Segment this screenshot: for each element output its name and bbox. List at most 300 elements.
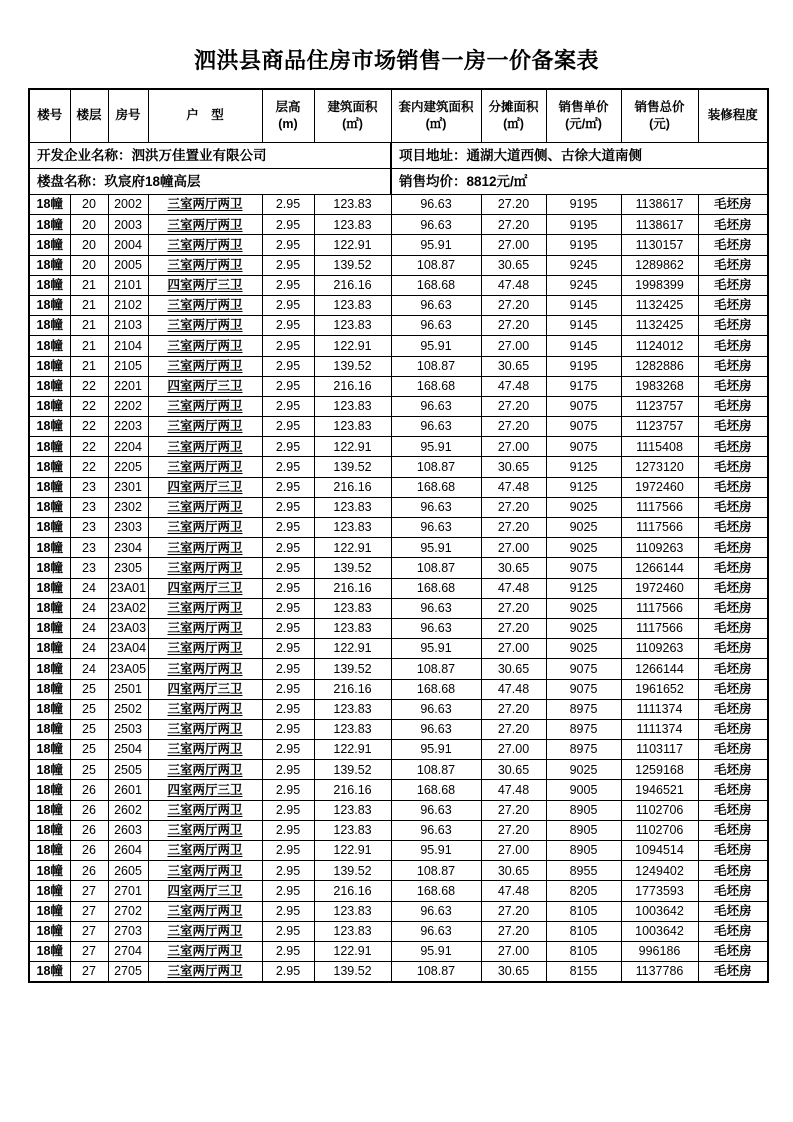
cell-total-price: 1282886 xyxy=(621,356,698,376)
cell-shared-area: 27.20 xyxy=(481,497,546,517)
cell-shared-area: 27.20 xyxy=(481,518,546,538)
cell-storey-height: 2.95 xyxy=(262,316,314,336)
cell-gross-area: 122.91 xyxy=(314,740,391,760)
table-row xyxy=(29,538,768,558)
cell-gross-area: 139.52 xyxy=(314,962,391,983)
cell-shared-area: 47.48 xyxy=(481,679,546,699)
col-shared-area-unit: (㎡) xyxy=(503,117,524,131)
cell-storey-height: 2.95 xyxy=(262,699,314,719)
cell-building: 18幢 xyxy=(29,538,70,558)
cell-unit-price: 9025 xyxy=(546,518,621,538)
cell-decoration: 毛坯房 xyxy=(698,316,768,336)
cell-storey-height: 2.95 xyxy=(262,921,314,941)
cell-decoration: 毛坯房 xyxy=(698,336,768,356)
cell-shared-area: 27.20 xyxy=(481,800,546,820)
cell-room: 2104 xyxy=(108,336,148,356)
cell-building: 18幢 xyxy=(29,901,70,921)
cell-decoration: 毛坯房 xyxy=(698,538,768,558)
cell-building: 18幢 xyxy=(29,215,70,235)
cell-unit-price: 8975 xyxy=(546,740,621,760)
cell-decoration: 毛坯房 xyxy=(698,396,768,416)
table-header xyxy=(29,89,768,143)
col-storey-height xyxy=(262,89,314,143)
cell-decoration: 毛坯房 xyxy=(698,962,768,983)
cell-decoration: 毛坯房 xyxy=(698,437,768,457)
cell-floor: 21 xyxy=(70,336,108,356)
cell-total-price: 1983268 xyxy=(621,376,698,396)
cell-room: 2203 xyxy=(108,417,148,437)
cell-shared-area: 27.20 xyxy=(481,699,546,719)
cell-total-price: 1266144 xyxy=(621,659,698,679)
cell-inner-area: 96.63 xyxy=(391,215,481,235)
cell-shared-area: 27.00 xyxy=(481,639,546,659)
cell-inner-area: 95.91 xyxy=(391,639,481,659)
cell-gross-area: 123.83 xyxy=(314,518,391,538)
cell-total-price: 1003642 xyxy=(621,901,698,921)
cell-floor: 24 xyxy=(70,659,108,679)
cell-building: 18幢 xyxy=(29,740,70,760)
table-row xyxy=(29,518,768,538)
cell-room: 2201 xyxy=(108,376,148,396)
cell-building: 18幢 xyxy=(29,316,70,336)
cell-floor: 26 xyxy=(70,820,108,840)
cell-storey-height: 2.95 xyxy=(262,295,314,315)
cell-total-price: 1109263 xyxy=(621,639,698,659)
cell-floor: 26 xyxy=(70,800,108,820)
cell-storey-height: 2.95 xyxy=(262,396,314,416)
cell-total-price: 1273120 xyxy=(621,457,698,477)
cell-storey-height: 2.95 xyxy=(262,275,314,295)
cell-storey-height: 2.95 xyxy=(262,538,314,558)
cell-room: 2305 xyxy=(108,558,148,578)
cell-decoration: 毛坯房 xyxy=(698,558,768,578)
cell-gross-area: 216.16 xyxy=(314,275,391,295)
cell-storey-height: 2.95 xyxy=(262,255,314,275)
table-row xyxy=(29,417,768,437)
cell-floor: 27 xyxy=(70,962,108,983)
cell-unit-type: 三室两厅两卫 xyxy=(148,618,262,638)
cell-building: 18幢 xyxy=(29,659,70,679)
cell-floor: 27 xyxy=(70,921,108,941)
cell-room: 2304 xyxy=(108,538,148,558)
cell-room: 2701 xyxy=(108,881,148,901)
cell-gross-area: 139.52 xyxy=(314,760,391,780)
cell-room: 2702 xyxy=(108,901,148,921)
table-row xyxy=(29,558,768,578)
cell-room: 2603 xyxy=(108,820,148,840)
cell-gross-area: 123.83 xyxy=(314,598,391,618)
cell-floor: 21 xyxy=(70,356,108,376)
cell-shared-area: 27.20 xyxy=(481,598,546,618)
cell-building: 18幢 xyxy=(29,578,70,598)
cell-total-price: 1123757 xyxy=(621,417,698,437)
cell-unit-price: 9125 xyxy=(546,477,621,497)
cell-decoration: 毛坯房 xyxy=(698,598,768,618)
cell-gross-area: 123.83 xyxy=(314,719,391,739)
cell-decoration: 毛坯房 xyxy=(698,659,768,679)
table-row xyxy=(29,841,768,861)
table-row xyxy=(29,639,768,659)
cell-unit-type: 四室两厅三卫 xyxy=(148,275,262,295)
cell-floor: 27 xyxy=(70,941,108,961)
cell-unit-price: 8105 xyxy=(546,901,621,921)
cell-floor: 24 xyxy=(70,639,108,659)
cell-unit-type: 四室两厅三卫 xyxy=(148,780,262,800)
cell-storey-height: 2.95 xyxy=(262,518,314,538)
col-inner-area xyxy=(391,89,481,143)
cell-total-price: 1289862 xyxy=(621,255,698,275)
cell-unit-type: 四室两厅三卫 xyxy=(148,578,262,598)
cell-unit-type: 三室两厅两卫 xyxy=(148,417,262,437)
info-row-1 xyxy=(29,143,768,169)
cell-unit-price: 9125 xyxy=(546,457,621,477)
cell-unit-type: 三室两厅两卫 xyxy=(148,740,262,760)
cell-decoration: 毛坯房 xyxy=(698,618,768,638)
cell-unit-price: 9025 xyxy=(546,618,621,638)
cell-floor: 20 xyxy=(70,235,108,255)
cell-unit-type: 三室两厅两卫 xyxy=(148,659,262,679)
cell-storey-height: 2.95 xyxy=(262,780,314,800)
cell-inner-area: 95.91 xyxy=(391,740,481,760)
table-row xyxy=(29,719,768,739)
table-row xyxy=(29,336,768,356)
cell-decoration: 毛坯房 xyxy=(698,376,768,396)
cell-shared-area: 30.65 xyxy=(481,255,546,275)
cell-gross-area: 123.83 xyxy=(314,396,391,416)
cell-storey-height: 2.95 xyxy=(262,578,314,598)
col-shared-area xyxy=(481,89,546,143)
cell-decoration: 毛坯房 xyxy=(698,235,768,255)
cell-storey-height: 2.95 xyxy=(262,740,314,760)
cell-unit-type: 三室两厅两卫 xyxy=(148,336,262,356)
cell-decoration: 毛坯房 xyxy=(698,719,768,739)
cell-shared-area: 30.65 xyxy=(481,760,546,780)
cell-floor: 26 xyxy=(70,861,108,881)
cell-building: 18幢 xyxy=(29,941,70,961)
cell-unit-type: 三室两厅两卫 xyxy=(148,518,262,538)
cell-inner-area: 108.87 xyxy=(391,457,481,477)
cell-inner-area: 108.87 xyxy=(391,861,481,881)
cell-decoration: 毛坯房 xyxy=(698,356,768,376)
cell-room: 2204 xyxy=(108,437,148,457)
col-unit-type-label: 户 型 xyxy=(186,108,224,123)
cell-decoration: 毛坯房 xyxy=(698,518,768,538)
cell-building: 18幢 xyxy=(29,437,70,457)
cell-decoration: 毛坯房 xyxy=(698,901,768,921)
cell-storey-height: 2.95 xyxy=(262,598,314,618)
table-row xyxy=(29,477,768,497)
cell-shared-area: 47.48 xyxy=(481,275,546,295)
cell-unit-type: 四室两厅三卫 xyxy=(148,679,262,699)
cell-gross-area: 123.83 xyxy=(314,800,391,820)
cell-inner-area: 168.68 xyxy=(391,275,481,295)
cell-building: 18幢 xyxy=(29,356,70,376)
cell-unit-price: 8975 xyxy=(546,699,621,719)
cell-unit-type: 三室两厅两卫 xyxy=(148,497,262,517)
cell-gross-area: 216.16 xyxy=(314,679,391,699)
col-total-price-label: 销售总价 xyxy=(634,99,685,114)
col-room-label: 房号 xyxy=(115,108,141,123)
cell-storey-height: 2.95 xyxy=(262,558,314,578)
cell-total-price: 1003642 xyxy=(621,921,698,941)
cell-room: 2602 xyxy=(108,800,148,820)
cell-inner-area: 168.68 xyxy=(391,376,481,396)
table-row xyxy=(29,215,768,235)
table-body xyxy=(29,195,768,983)
cell-shared-area: 30.65 xyxy=(481,356,546,376)
cell-inner-area: 108.87 xyxy=(391,659,481,679)
average-price: 销售均价：8812元/㎡ xyxy=(391,169,768,195)
cell-storey-height: 2.95 xyxy=(262,679,314,699)
cell-room: 2505 xyxy=(108,760,148,780)
col-storey-height-label: 层高 xyxy=(275,99,301,114)
cell-building: 18幢 xyxy=(29,518,70,538)
cell-gross-area: 139.52 xyxy=(314,255,391,275)
cell-storey-height: 2.95 xyxy=(262,336,314,356)
cell-decoration: 毛坯房 xyxy=(698,800,768,820)
cell-total-price: 996186 xyxy=(621,941,698,961)
cell-building: 18幢 xyxy=(29,820,70,840)
cell-shared-area: 27.20 xyxy=(481,719,546,739)
cell-decoration: 毛坯房 xyxy=(698,881,768,901)
cell-building: 18幢 xyxy=(29,275,70,295)
cell-floor: 24 xyxy=(70,598,108,618)
cell-gross-area: 122.91 xyxy=(314,941,391,961)
col-gross-area-unit: (㎡) xyxy=(342,117,363,131)
cell-unit-price: 9025 xyxy=(546,598,621,618)
cell-unit-type: 三室两厅两卫 xyxy=(148,396,262,416)
cell-shared-area: 27.20 xyxy=(481,215,546,235)
cell-shared-area: 27.20 xyxy=(481,195,546,215)
cell-storey-height: 2.95 xyxy=(262,820,314,840)
cell-unit-price: 9145 xyxy=(546,316,621,336)
cell-total-price: 1946521 xyxy=(621,780,698,800)
table-row xyxy=(29,618,768,638)
col-storey-height-unit: (m) xyxy=(278,117,298,131)
cell-building: 18幢 xyxy=(29,598,70,618)
cell-unit-price: 9195 xyxy=(546,235,621,255)
cell-unit-price: 9195 xyxy=(546,356,621,376)
cell-decoration: 毛坯房 xyxy=(698,417,768,437)
project-address: 项目地址：通湖大道西侧、古徐大道南侧 xyxy=(391,143,768,169)
cell-unit-type: 四室两厅三卫 xyxy=(148,376,262,396)
cell-building: 18幢 xyxy=(29,800,70,820)
cell-total-price: 1249402 xyxy=(621,861,698,881)
cell-unit-price: 8975 xyxy=(546,719,621,739)
cell-storey-height: 2.95 xyxy=(262,215,314,235)
cell-unit-type: 三室两厅两卫 xyxy=(148,437,262,457)
table-row xyxy=(29,699,768,719)
cell-inner-area: 96.63 xyxy=(391,820,481,840)
cell-decoration: 毛坯房 xyxy=(698,841,768,861)
cell-decoration: 毛坯房 xyxy=(698,639,768,659)
cell-room: 2102 xyxy=(108,295,148,315)
table-row xyxy=(29,195,768,215)
cell-unit-price: 9125 xyxy=(546,578,621,598)
cell-total-price: 1102706 xyxy=(621,800,698,820)
col-unit-type xyxy=(148,89,262,143)
cell-storey-height: 2.95 xyxy=(262,962,314,983)
cell-shared-area: 27.20 xyxy=(481,295,546,315)
col-gross-area xyxy=(314,89,391,143)
cell-unit-price: 9075 xyxy=(546,437,621,457)
cell-inner-area: 96.63 xyxy=(391,497,481,517)
cell-floor: 23 xyxy=(70,518,108,538)
cell-unit-price: 9025 xyxy=(546,538,621,558)
cell-unit-type: 三室两厅两卫 xyxy=(148,598,262,618)
cell-room: 23A05 xyxy=(108,659,148,679)
cell-decoration: 毛坯房 xyxy=(698,295,768,315)
cell-total-price: 1130157 xyxy=(621,235,698,255)
cell-inner-area: 95.91 xyxy=(391,437,481,457)
cell-inner-area: 96.63 xyxy=(391,921,481,941)
cell-decoration: 毛坯房 xyxy=(698,861,768,881)
cell-gross-area: 123.83 xyxy=(314,921,391,941)
cell-decoration: 毛坯房 xyxy=(698,195,768,215)
table-row xyxy=(29,356,768,376)
cell-gross-area: 139.52 xyxy=(314,659,391,679)
cell-total-price: 1132425 xyxy=(621,316,698,336)
cell-building: 18幢 xyxy=(29,679,70,699)
cell-room: 2504 xyxy=(108,740,148,760)
cell-floor: 22 xyxy=(70,437,108,457)
cell-total-price: 1972460 xyxy=(621,578,698,598)
cell-room: 2105 xyxy=(108,356,148,376)
cell-total-price: 1132425 xyxy=(621,295,698,315)
cell-gross-area: 122.91 xyxy=(314,841,391,861)
cell-gross-area: 123.83 xyxy=(314,295,391,315)
cell-inner-area: 168.68 xyxy=(391,881,481,901)
cell-inner-area: 168.68 xyxy=(391,578,481,598)
cell-storey-height: 2.95 xyxy=(262,901,314,921)
cell-floor: 23 xyxy=(70,538,108,558)
cell-inner-area: 95.91 xyxy=(391,841,481,861)
cell-room: 23A02 xyxy=(108,598,148,618)
cell-building: 18幢 xyxy=(29,719,70,739)
cell-building: 18幢 xyxy=(29,255,70,275)
cell-floor: 22 xyxy=(70,376,108,396)
cell-storey-height: 2.95 xyxy=(262,639,314,659)
cell-unit-type: 三室两厅两卫 xyxy=(148,861,262,881)
cell-unit-price: 9025 xyxy=(546,760,621,780)
property-name: 楼盘名称：玖宸府18幢高层 xyxy=(29,169,391,195)
cell-total-price: 1138617 xyxy=(621,215,698,235)
cell-inner-area: 108.87 xyxy=(391,356,481,376)
cell-gross-area: 123.83 xyxy=(314,195,391,215)
cell-gross-area: 123.83 xyxy=(314,497,391,517)
cell-shared-area: 47.48 xyxy=(481,578,546,598)
cell-room: 2705 xyxy=(108,962,148,983)
cell-unit-price: 9195 xyxy=(546,215,621,235)
cell-room: 2003 xyxy=(108,215,148,235)
cell-floor: 23 xyxy=(70,558,108,578)
cell-unit-price: 8905 xyxy=(546,841,621,861)
col-decoration xyxy=(698,89,768,143)
cell-floor: 25 xyxy=(70,760,108,780)
cell-gross-area: 122.91 xyxy=(314,235,391,255)
cell-gross-area: 123.83 xyxy=(314,618,391,638)
cell-decoration: 毛坯房 xyxy=(698,215,768,235)
cell-total-price: 1998399 xyxy=(621,275,698,295)
col-gross-area-label: 建筑面积 xyxy=(327,99,378,114)
developer-name: 开发企业名称：泗洪万佳置业有限公司 xyxy=(29,143,391,169)
cell-total-price: 1138617 xyxy=(621,195,698,215)
cell-inner-area: 95.91 xyxy=(391,235,481,255)
table-row xyxy=(29,659,768,679)
cell-gross-area: 216.16 xyxy=(314,578,391,598)
cell-decoration: 毛坯房 xyxy=(698,578,768,598)
cell-building: 18幢 xyxy=(29,295,70,315)
cell-unit-price: 8155 xyxy=(546,962,621,983)
cell-gross-area: 216.16 xyxy=(314,780,391,800)
cell-unit-price: 9175 xyxy=(546,376,621,396)
cell-decoration: 毛坯房 xyxy=(698,740,768,760)
cell-unit-type: 三室两厅两卫 xyxy=(148,195,262,215)
cell-decoration: 毛坯房 xyxy=(698,921,768,941)
cell-unit-price: 9195 xyxy=(546,195,621,215)
table-row xyxy=(29,881,768,901)
cell-storey-height: 2.95 xyxy=(262,841,314,861)
cell-storey-height: 2.95 xyxy=(262,861,314,881)
table-row xyxy=(29,396,768,416)
cell-room: 2704 xyxy=(108,941,148,961)
cell-unit-type: 三室两厅两卫 xyxy=(148,538,262,558)
cell-gross-area: 123.83 xyxy=(314,699,391,719)
cell-unit-price: 9245 xyxy=(546,275,621,295)
cell-shared-area: 30.65 xyxy=(481,861,546,881)
cell-room: 2205 xyxy=(108,457,148,477)
cell-unit-price: 8905 xyxy=(546,800,621,820)
table-row xyxy=(29,740,768,760)
cell-unit-type: 三室两厅两卫 xyxy=(148,719,262,739)
cell-shared-area: 30.65 xyxy=(481,558,546,578)
cell-storey-height: 2.95 xyxy=(262,881,314,901)
cell-floor: 25 xyxy=(70,679,108,699)
cell-floor: 24 xyxy=(70,578,108,598)
cell-gross-area: 123.83 xyxy=(314,820,391,840)
table-row xyxy=(29,962,768,983)
cell-unit-price: 9075 xyxy=(546,396,621,416)
cell-inner-area: 108.87 xyxy=(391,558,481,578)
cell-unit-price: 9005 xyxy=(546,780,621,800)
cell-unit-type: 三室两厅两卫 xyxy=(148,962,262,983)
cell-gross-area: 139.52 xyxy=(314,558,391,578)
cell-inner-area: 108.87 xyxy=(391,255,481,275)
cell-unit-price: 9075 xyxy=(546,417,621,437)
cell-shared-area: 27.00 xyxy=(481,336,546,356)
cell-unit-price: 9075 xyxy=(546,558,621,578)
cell-total-price: 1266144 xyxy=(621,558,698,578)
col-inner-area-unit: (㎡) xyxy=(425,117,447,131)
cell-floor: 25 xyxy=(70,740,108,760)
cell-inner-area: 96.63 xyxy=(391,295,481,315)
cell-floor: 26 xyxy=(70,841,108,861)
cell-inner-area: 96.63 xyxy=(391,195,481,215)
cell-total-price: 1123757 xyxy=(621,396,698,416)
cell-building: 18幢 xyxy=(29,841,70,861)
table-row xyxy=(29,275,768,295)
cell-floor: 21 xyxy=(70,295,108,315)
cell-decoration: 毛坯房 xyxy=(698,780,768,800)
cell-inner-area: 96.63 xyxy=(391,518,481,538)
cell-unit-type: 三室两厅两卫 xyxy=(148,841,262,861)
cell-storey-height: 2.95 xyxy=(262,457,314,477)
table-row xyxy=(29,800,768,820)
cell-unit-type: 三室两厅两卫 xyxy=(148,921,262,941)
table-row xyxy=(29,255,768,275)
cell-inner-area: 96.63 xyxy=(391,598,481,618)
cell-total-price: 1773593 xyxy=(621,881,698,901)
